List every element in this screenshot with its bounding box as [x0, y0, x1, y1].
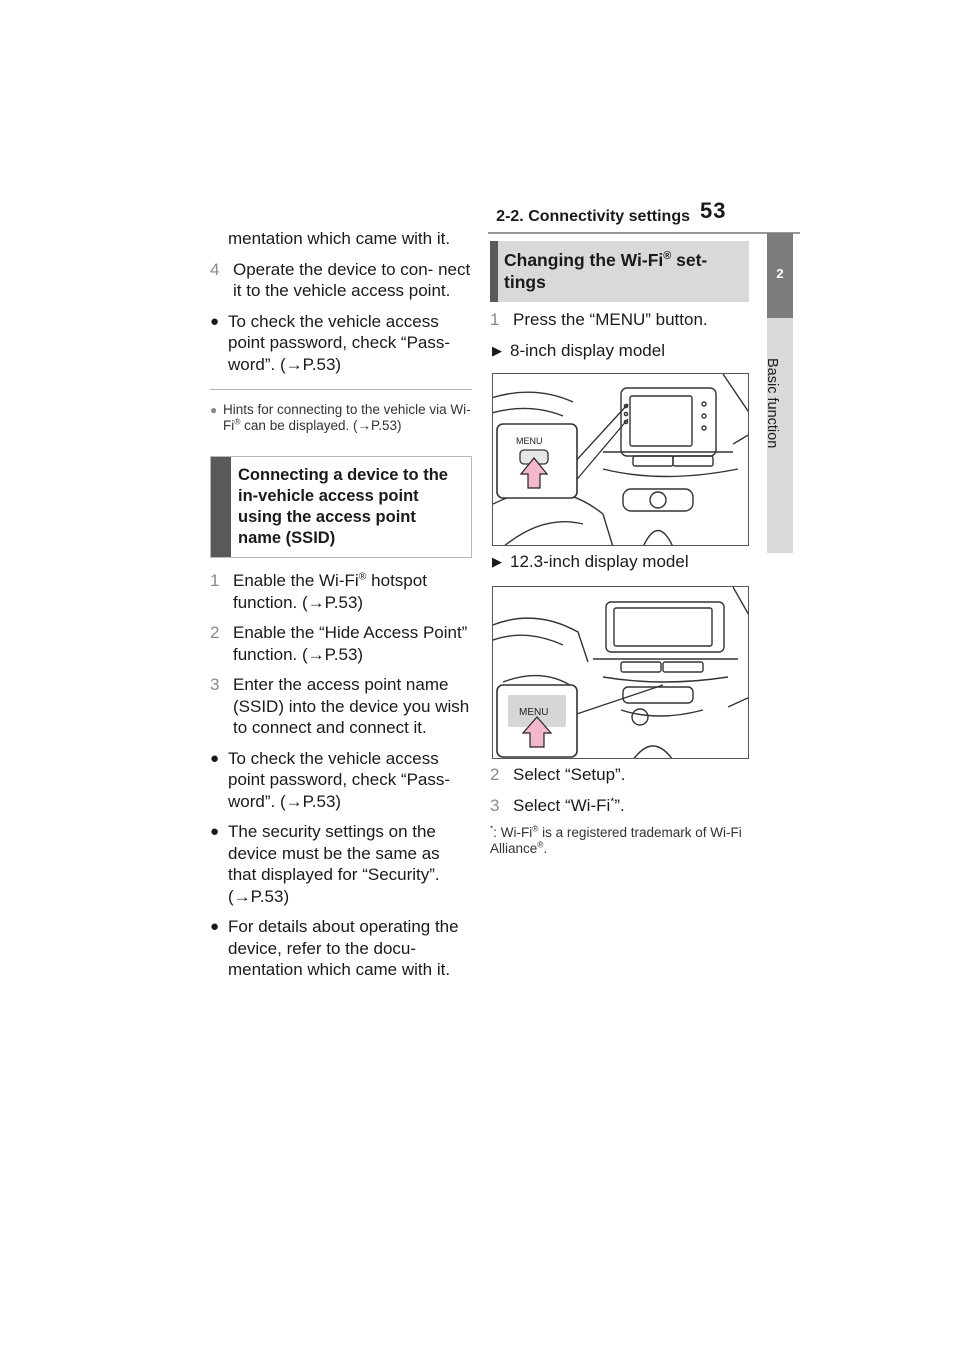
- hint-text: can be displayed. (: [240, 418, 358, 433]
- step-select-setup: [490, 764, 752, 786]
- step-text: Enable the Wi-Fi: [233, 571, 359, 590]
- section-heading: [504, 249, 743, 293]
- chapter-tab[interactable]: [764, 318, 793, 553]
- menu-label: MENU: [516, 436, 543, 446]
- bullet-icon: ●: [210, 918, 220, 935]
- step-3: [210, 674, 472, 739]
- step-number: 4: [210, 259, 220, 279]
- bullet-icon: ●: [210, 749, 220, 767]
- step-number: 3: [210, 675, 220, 694]
- arrow-icon: →: [307, 592, 325, 612]
- registered-mark: ®: [532, 823, 539, 834]
- footnote-text: is a registered trademark of Wi-Fi Alliance: [490, 825, 742, 856]
- page-number: 53: [700, 198, 727, 223]
- continued-text: mentation which came with it.: [228, 229, 451, 248]
- section-title: 2-2. Connectivity settings: [496, 208, 690, 225]
- dashboard-illustration: [493, 587, 749, 759]
- page-ref-link[interactable]: P.53): [250, 886, 290, 906]
- menu-label: MENU: [519, 707, 549, 718]
- step-2: [210, 622, 472, 665]
- model-12-inch: [490, 551, 752, 573]
- step-1: [210, 570, 472, 613]
- step-text: hotspot function. (: [233, 571, 427, 612]
- arrow-icon: →: [307, 644, 325, 664]
- hint-bullet-icon: ●: [210, 403, 218, 417]
- bullet-password: [210, 311, 472, 376]
- bullet-password-2: [210, 748, 472, 813]
- page-ref-link[interactable]: P.53): [302, 354, 342, 374]
- subsection-box: [210, 456, 472, 558]
- bullet-text: To check the vehicle access point password, check “Pass- word”. (: [228, 748, 451, 811]
- step-number: 1: [490, 310, 500, 329]
- trademark-footnote: [490, 825, 752, 857]
- section-heading-box: [490, 241, 749, 302]
- step-select-wifi: [490, 795, 752, 817]
- arrow-icon: →: [285, 791, 303, 811]
- step-text: Select “Wi-Fi: [513, 795, 611, 815]
- bullet-icon: ●: [210, 312, 220, 330]
- bullet-icon: ●: [210, 823, 220, 840]
- bullet-text: For details about operating the device, refer to the docu- mentation which came with it.: [228, 917, 459, 979]
- step-text: Enter the access point name (SSID) into the device you wish to connect and connect it.: [233, 675, 470, 737]
- triangle-icon: ▶: [492, 342, 502, 358]
- header-rule: [488, 232, 800, 234]
- triangle-icon: ▶: [492, 554, 502, 569]
- chapter-tab-number[interactable]: 2: [767, 233, 793, 318]
- step-text: Enable the “Hide Access Point” function. (: [233, 623, 468, 664]
- bullet-text: To check the vehicle access point password, check “Pass- word”. (: [228, 311, 451, 374]
- heading-accent-bar: [490, 241, 498, 302]
- box-accent-bar: [211, 457, 231, 557]
- figure-8-inch-dash: [492, 373, 749, 546]
- footnote-text: : Wi-Fi: [493, 825, 533, 840]
- step-text: Select “Setup”.: [513, 765, 626, 784]
- footnote-mark: *: [490, 823, 494, 834]
- footnote-text: .: [543, 841, 548, 856]
- step-number: 1: [210, 571, 220, 590]
- footnote-mark: *: [610, 794, 615, 807]
- step-number: 3: [490, 795, 500, 815]
- chapter-tab-label: Basic function: [764, 358, 780, 449]
- step-text: Press the “MENU” button.: [513, 310, 708, 329]
- model-label: 12.3-inch display model: [510, 552, 689, 571]
- heading-text: set- tings: [504, 250, 708, 292]
- right-column-bottom: [490, 764, 752, 857]
- registered-mark: ®: [234, 416, 241, 427]
- page-ref-link[interactable]: P.53): [371, 418, 402, 433]
- step-number: 2: [210, 623, 220, 642]
- page-ref-link[interactable]: P.53): [324, 592, 364, 612]
- step-text: ”.: [614, 795, 625, 815]
- step-number: 2: [490, 765, 500, 784]
- step-text: Operate the device to con- nect it to the vehicle access point.: [233, 259, 471, 300]
- bullet-security: [210, 821, 472, 907]
- step-press-menu: [490, 309, 752, 331]
- arrow-icon: →: [233, 886, 251, 906]
- hint-text: Hints for connecting to the vehicle via Wi-Fi: [223, 402, 471, 433]
- bullet-details: [210, 916, 472, 981]
- registered-mark: ®: [358, 570, 367, 583]
- divider: [210, 389, 472, 390]
- left-column: [210, 228, 472, 990]
- dashboard-illustration: [493, 374, 749, 546]
- bullet-text: The security settings on the device must be the same as that displayed for “Security”. (: [228, 822, 440, 906]
- right-column-mid: [490, 551, 752, 582]
- page-ref-link[interactable]: P.53): [324, 644, 364, 664]
- model-label: 8-inch display model: [510, 340, 665, 360]
- model-8-inch: [490, 340, 752, 362]
- arrow-icon: →: [285, 354, 303, 374]
- page-ref-link[interactable]: P.53): [302, 791, 342, 811]
- heading-text: Changing the Wi-Fi: [504, 250, 664, 270]
- right-column-top: [490, 309, 752, 370]
- arrow-icon: →: [357, 418, 371, 433]
- registered-mark: ®: [537, 839, 544, 850]
- registered-mark: ®: [663, 250, 672, 263]
- subsection-title: Connecting a device to the in-vehicle access point using the access point name (SSID): [238, 466, 448, 547]
- hint-note: [210, 402, 472, 434]
- figure-12-inch-dash: [492, 586, 749, 759]
- step-4: [210, 259, 472, 302]
